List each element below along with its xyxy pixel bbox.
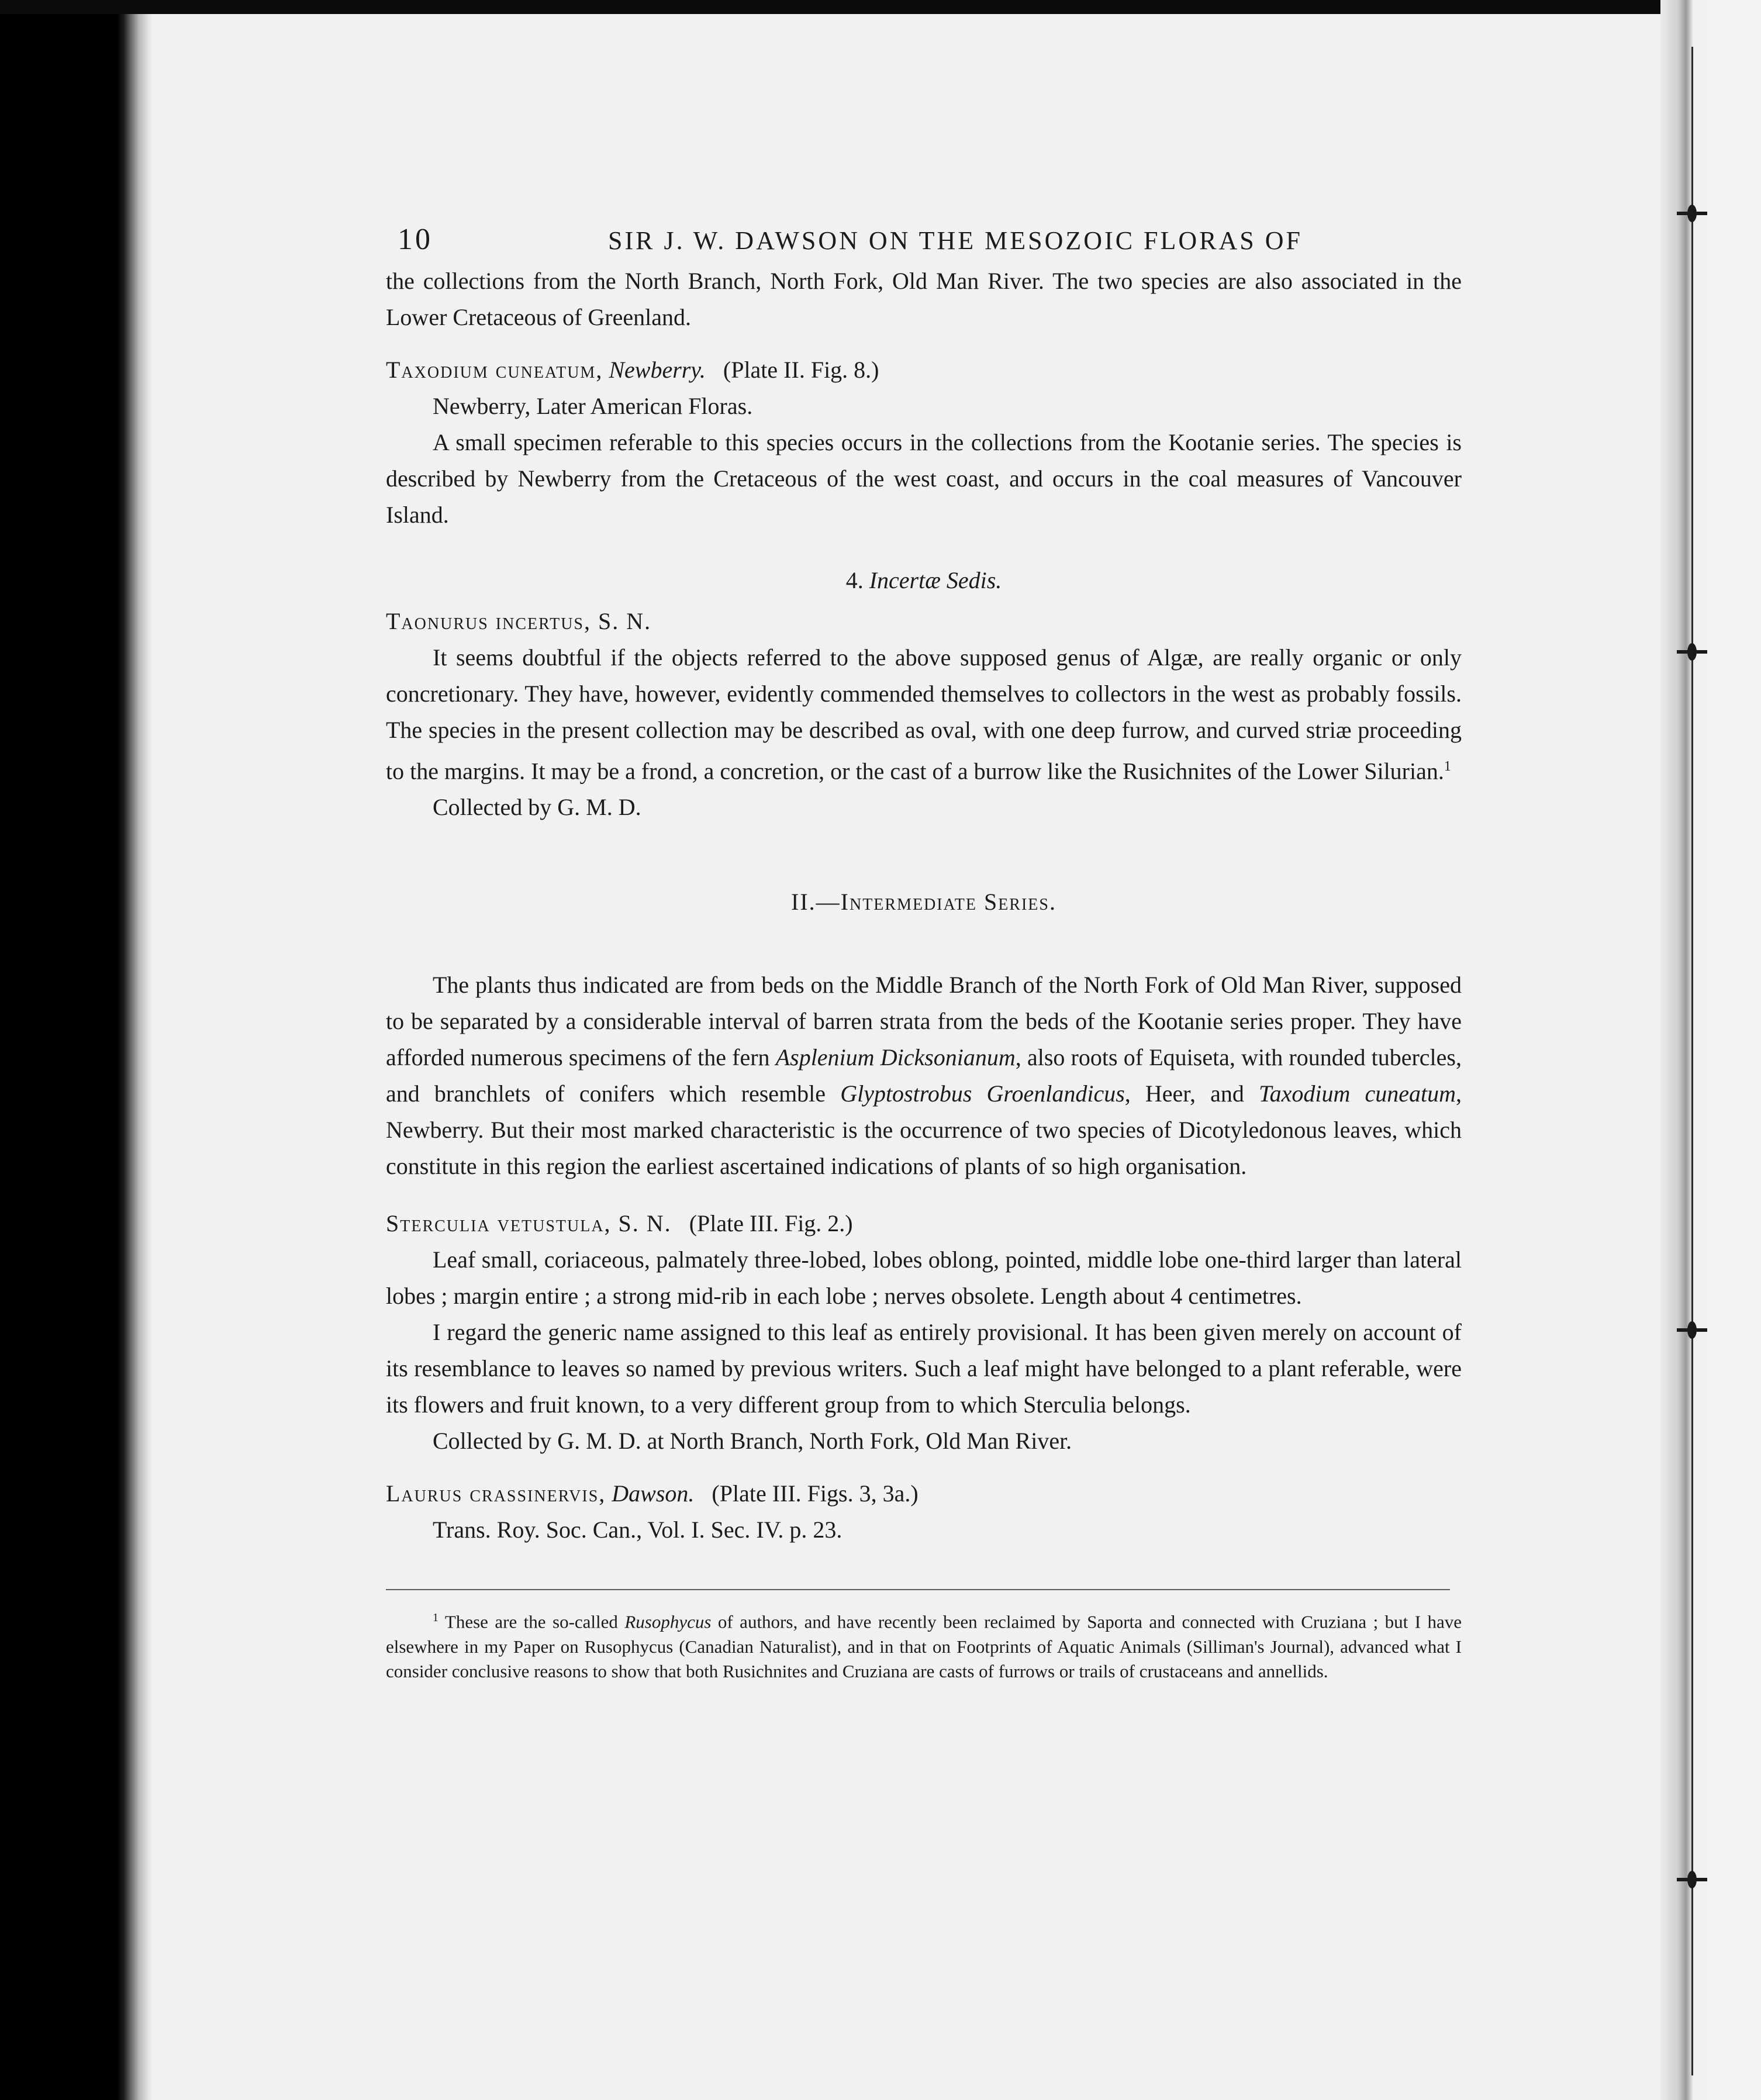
binding-mark (1677, 1871, 1707, 1888)
scan-border-top (0, 0, 1761, 14)
species-heading-taxodium (386, 352, 1462, 388)
species-description: Leaf small, coriaceous, palmately three-lobed, lobes oblong, pointed, middle lobe one-third larger than lateral lobes ; margin entire ; a strong mid-rib in each lobe ; nerves obsolete. Length about 4 centimetres. (386, 1246, 1462, 1310)
species-description: A small specimen referable to this species occurs in the collections from the Kootanie series. The species is described by Newberry from the Cretaceous of the west coast, and occurs in the coal measures of Vancouver Island. (386, 429, 1462, 528)
taxon-name: Taxodium cuneatum (1259, 1080, 1456, 1107)
scan-border-left (0, 0, 152, 2100)
plate-reference: (Plate III. Fig. 2.) (689, 1210, 853, 1237)
plate-reference: (Plate II. Fig. 8.) (723, 357, 879, 383)
species-heading-sterculia (386, 1206, 1462, 1242)
paragraph-continuation: the collections from the North Branch, North Fork, Old Man River. The two species are also associated in the Lower Cretaceous of Greenland. (386, 268, 1462, 330)
binding-mark (1677, 205, 1707, 222)
footnote-divider (386, 1589, 1450, 1590)
species-author: Dawson. (612, 1480, 695, 1507)
species-author: Newberry. (609, 357, 706, 383)
literature-reference: Newberry, Later American Floras. (433, 393, 753, 419)
text-run: , Newberry. But their most marked characteristic is the occurrence of two species of Dicotyledonous leaves, which constitute in this region the earliest ascertained indications of plants of so high organisation. (386, 1080, 1462, 1180)
taxon-name: Glyptostrobus Groenlandicus (840, 1080, 1125, 1107)
species-remarks: I regard the generic name assigned to this leaf as entirely provisional. It has been given merely on account of its resemblance to leaves so named by previous writers. Such a leaf might have belonged to a plant referable, were its flowers and fruit known, to a very different group from to which Sterculia belongs. (386, 1319, 1462, 1418)
section-title: Incertæ Sedis. (869, 567, 1002, 593)
footnote-mark: 1 (433, 1611, 438, 1625)
running-header (386, 222, 1462, 263)
section-heading-incertae-sedis (386, 562, 1462, 599)
scan-border-right (1660, 0, 1761, 2100)
species-name: Laurus crassinervis, (386, 1480, 606, 1507)
section-heading-intermediate-series: II.—Intermediate Series. (791, 889, 1056, 916)
page-number: 10 (398, 223, 433, 256)
collector-line: Collected by G. M. D. at North Branch, North Fork, Old Man River. (433, 1428, 1072, 1455)
document-page (386, 222, 1462, 1684)
binding-mark (1677, 643, 1707, 661)
text-run: , Heer, and (1124, 1080, 1259, 1107)
species-description (386, 640, 1462, 789)
species-name: Sterculia vetustula, S. N. (386, 1210, 672, 1237)
plate-reference: (Plate III. Figs. 3, 3a.) (712, 1480, 919, 1507)
species-name: Taonurus incertus, S. N. (386, 608, 652, 634)
text-run: , also roots of Equiseta, with rounded tubercles, and branchlets of conifers which resemble (386, 1044, 1462, 1107)
literature-reference: Trans. Roy. Soc. Can., Vol. I. Sec. IV. p. 23. (433, 1517, 842, 1543)
species-heading-taonurus (386, 603, 1462, 640)
binding-mark (1677, 1321, 1707, 1339)
collector-line: Collected by G. M. D. (433, 794, 641, 821)
footnote (386, 1605, 1462, 1683)
text-run: These are the so-called (444, 1611, 625, 1632)
intermediate-series-paragraph (386, 967, 1462, 1184)
text-run: The plants thus indicated are from beds on the Middle Branch of the North Fork of Old Man River, supposed to be separated by a considerable interval of barren strata from the beds of the Kootanie series proper. They have afforded numerous specimens of the fern (386, 972, 1462, 1071)
section-number: 4. (845, 567, 864, 593)
description-text: It seems doubtful if the objects referred to the above supposed genus of Algæ, are really organic or only concretionary. They have, however, evidently commended themselves to collectors in the west as probably fossils. The species in the present collection may be described as oval, with one deep furrow, and curved striæ proceeding to the margins. It may be a frond, a concretion, or the cast of a burrow like the Rusichnites of the Lower Silurian. (386, 644, 1462, 785)
species-heading-laurus (386, 1476, 1462, 1512)
running-title: SIR J. W. DAWSON ON THE MESOZOIC FLORAS OF (608, 226, 1303, 255)
footnote-mark: 1 (1444, 759, 1451, 774)
taxon-name: Asplenium Dicksonianum (775, 1044, 1016, 1071)
taxon-name: Rusophycus (624, 1611, 712, 1632)
footnote-text (386, 1605, 1462, 1683)
binding-edge (1691, 47, 1693, 2075)
text-run: of authors, and have recently been reclaimed by Saporta and connected with Cruziana ; but I have elsewhere in my Paper on Rusophycus (Canadian Naturalist), and in that on Footprints of Aquatic Animals (Silliman's Journal), advanced what I consider conclusive reasons to show that both Rusichnites and Cruziana are casts of furrows or trails of crustaceans and annellids. (386, 1611, 1462, 1681)
species-name: Taxodium cuneatum, (386, 357, 603, 383)
